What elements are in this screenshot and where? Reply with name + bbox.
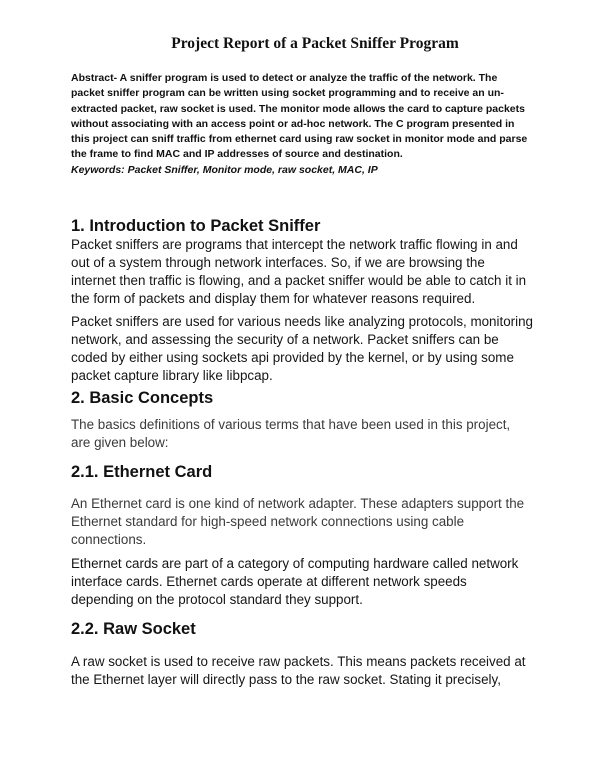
basic-concepts-paragraph: The basics definitions of various terms that have been used in this project, are given below:	[71, 417, 511, 450]
raw-socket-paragraph: A raw socket is used to receive raw packets. This means packets received at the Ethernet layer will directly pass to the raw socket. Stating it precisely,	[71, 654, 526, 687]
section-heading-raw-socket: 2.2. Raw Socket	[71, 620, 196, 638]
title-text: Project Report of a Packet Sniffer Program	[171, 35, 459, 52]
report-title	[0, 35, 600, 53]
section-heading-ethernet-card: 2.1. Ethernet Card	[71, 463, 213, 481]
intro-paragraph-1: Packet sniffers are programs that intercept the network traffic flowing in and out of a system through network interfaces. So, if we are browsing the internet then traffic is flowing, and a packet sniffer would be able to catch it in the form of packets and display them for whatever reasons required.	[71, 237, 527, 306]
abstract-text: Abstract- A sniffer program is used to detect or analyze the traffic of the network. The packet sniffer program can be written using socket programming and to receive an un-extracted packet, raw socket is used. The monitor mode allows the card to capture packets without associating with an access point or ad-hoc network. The C program presented in this project can sniff traffic from ethernet card using raw socket in monitor mode and parse the frame to find MAC and IP addresses of source and destination.	[71, 72, 528, 161]
intro-paragraph-2: Packet sniffers are used for various needs like analyzing protocols, monitoring network, and assessing the security of a network. Packet sniffers can be coded by either using sockets api provided by the kernel, or by using some packet capture library like libpcap.	[71, 314, 533, 383]
keywords-line: Keywords: Packet Sniffer, Monitor mode, raw socket, MAC, IP	[71, 163, 378, 176]
abstract-block	[71, 71, 531, 178]
ethernet-paragraph-2: Ethernet cards are part of a category of computing hardware called network interface cards. Ethernet cards operate at different network speeds depending on the protocol standard they support.	[71, 556, 519, 607]
section-heading-basic-concepts: 2. Basic Concepts	[71, 389, 214, 407]
ethernet-paragraph-1: An Ethernet card is one kind of network adapter. These adapters support the Ethernet standard for high-speed network connections using cable connections.	[71, 496, 525, 547]
section-heading-intro: 1. Introduction to Packet Sniffer	[71, 217, 321, 235]
